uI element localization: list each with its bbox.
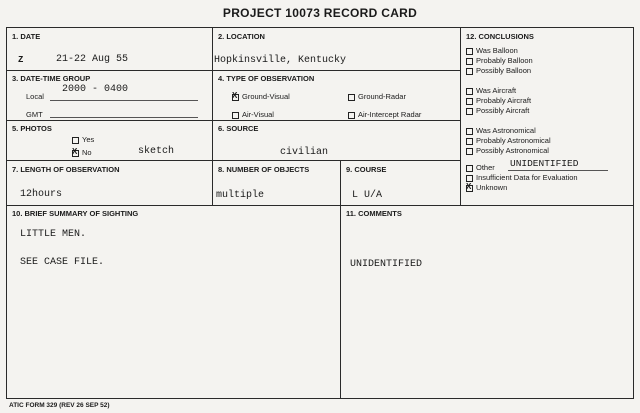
concl-probably-balloon-label: Probably Balloon xyxy=(476,56,533,65)
concl-was-balloon-label: Was Balloon xyxy=(476,46,518,55)
obs-ground-radar-option[interactable] xyxy=(348,92,406,101)
photos-no-checkbox[interactable] xyxy=(72,146,79,157)
dtg-local-label: Local xyxy=(26,92,44,101)
obs-ground-visual-option[interactable] xyxy=(232,92,290,101)
location-value: Hopkinsville, Kentucky xyxy=(214,55,347,66)
obs-ground-visual-check: X xyxy=(232,90,238,100)
concl-possibly-balloon-label: Possibly Balloon xyxy=(476,66,532,75)
concl-possibly-aircraft[interactable] xyxy=(466,106,529,115)
dtg-label: 3. DATE-TIME GROUP xyxy=(12,74,91,83)
form-title: PROJECT 10073 RECORD CARD xyxy=(222,6,418,20)
summary-label: 10. BRIEF SUMMARY OF SIGHTING xyxy=(12,209,139,218)
comments-label: 11. COMMENTS xyxy=(346,209,402,218)
photos-no-label: No xyxy=(82,148,92,157)
concl-insufficient-label: Insufficient Data for Evaluation xyxy=(476,173,578,182)
concl-was-astronomical-checkbox[interactable] xyxy=(466,128,473,135)
concl-probably-aircraft-label: Probably Aircraft xyxy=(476,96,532,105)
date-value: 21-22 Aug 55 xyxy=(56,54,129,65)
photos-note: sketch xyxy=(138,146,175,157)
concl-unknown-checkbox[interactable] xyxy=(466,181,473,192)
course-value: L U/A xyxy=(352,190,383,201)
photos-no-check: X xyxy=(72,146,78,156)
dtg-local-value: 2000 - 0400 xyxy=(62,84,129,95)
concl-probably-balloon-checkbox[interactable] xyxy=(466,58,473,65)
col-divider-2 xyxy=(460,27,461,205)
obs-air-visual-label: Air-Visual xyxy=(242,110,274,119)
frame-left xyxy=(6,27,7,399)
source-value: civilian xyxy=(280,147,329,158)
concl-possibly-aircraft-label: Possibly Aircraft xyxy=(476,106,530,115)
date-mark: Z xyxy=(18,55,24,65)
obs-ground-radar-checkbox[interactable] xyxy=(348,94,355,101)
concl-other[interactable] xyxy=(466,163,495,172)
concl-insufficient-checkbox[interactable] xyxy=(466,175,473,182)
location-label: 2. LOCATION xyxy=(218,32,265,41)
concl-was-balloon[interactable] xyxy=(466,46,518,55)
concl-other-checkbox[interactable] xyxy=(466,165,473,172)
length-label: 7. LENGTH OF OBSERVATION xyxy=(12,165,120,174)
concl-unknown[interactable] xyxy=(466,183,507,192)
obs-air-intercept-radar-label: Air-Intercept Radar xyxy=(358,110,422,119)
concl-possibly-balloon[interactable] xyxy=(466,66,531,75)
course-label: 9. COURSE xyxy=(346,165,387,174)
concl-was-astronomical[interactable] xyxy=(466,126,536,135)
concl-probably-balloon[interactable] xyxy=(466,56,533,65)
concl-probably-astronomical-label: Probably Astronomical xyxy=(476,136,551,145)
dtg-gmt-underline xyxy=(50,117,198,118)
source-label: 6. SOURCE xyxy=(218,124,259,133)
concl-possibly-balloon-checkbox[interactable] xyxy=(466,68,473,75)
objects-value: multiple xyxy=(216,190,265,201)
col-divider-3 xyxy=(340,160,341,398)
concl-possibly-astronomical[interactable] xyxy=(466,146,549,155)
photos-no-option[interactable] xyxy=(72,148,92,157)
frame-bottom xyxy=(6,398,634,399)
frame-right xyxy=(633,27,634,399)
dtg-gmt-label: GMT xyxy=(26,110,43,119)
concl-possibly-astronomical-label: Possibly Astronomical xyxy=(476,146,549,155)
col-divider-1 xyxy=(212,27,213,205)
obs-air-intercept-radar-option[interactable] xyxy=(348,110,421,119)
objects-label: 8. NUMBER OF OBJECTS xyxy=(218,165,310,174)
concl-other-value: UNIDENTIFIED xyxy=(510,158,579,169)
concl-unknown-label: Unknown xyxy=(476,183,508,192)
concl-was-aircraft[interactable] xyxy=(466,86,516,95)
form-number: ATIC FORM 329 (REV 26 SEP 52) xyxy=(9,402,110,409)
summary-line1: LITTLE MEN. xyxy=(20,229,87,240)
conclusions-label: 12. CONCLUSIONS xyxy=(466,32,534,41)
concl-insufficient[interactable] xyxy=(466,173,578,182)
observation-label: 4. TYPE OF OBSERVATION xyxy=(218,74,315,83)
concl-probably-astronomical-checkbox[interactable] xyxy=(466,138,473,145)
summary-line2: SEE CASE FILE. xyxy=(20,257,105,268)
obs-air-visual-checkbox[interactable] xyxy=(232,112,239,119)
concl-possibly-astronomical-checkbox[interactable] xyxy=(466,148,473,155)
obs-air-visual-option[interactable] xyxy=(232,110,274,119)
obs-air-intercept-radar-checkbox[interactable] xyxy=(348,112,355,119)
concl-other-label: Other xyxy=(476,163,495,172)
dtg-local-underline xyxy=(50,100,198,101)
concl-unknown-check: X xyxy=(466,181,472,191)
row-line-1 xyxy=(6,70,460,71)
obs-ground-visual-label: Ground-Visual xyxy=(242,92,290,101)
length-value: 12hours xyxy=(20,189,63,200)
comments-value: UNIDENTIFIED xyxy=(350,259,423,270)
concl-probably-aircraft[interactable] xyxy=(466,96,531,105)
concl-was-aircraft-label: Was Aircraft xyxy=(476,86,517,95)
concl-other-underline xyxy=(508,170,608,171)
concl-probably-astronomical[interactable] xyxy=(466,136,551,145)
concl-possibly-aircraft-checkbox[interactable] xyxy=(466,108,473,115)
concl-was-astronomical-label: Was Astronomical xyxy=(476,126,536,135)
obs-ground-radar-label: Ground-Radar xyxy=(358,92,406,101)
photos-yes-label: Yes xyxy=(82,135,95,144)
photos-yes-option[interactable] xyxy=(72,135,94,144)
concl-probably-aircraft-checkbox[interactable] xyxy=(466,98,473,105)
row-line-3 xyxy=(6,160,460,161)
obs-ground-visual-checkbox[interactable] xyxy=(232,90,239,101)
date-label: 1. DATE xyxy=(12,32,41,41)
concl-was-aircraft-checkbox[interactable] xyxy=(466,88,473,95)
frame-top xyxy=(6,27,634,28)
concl-was-balloon-checkbox[interactable] xyxy=(466,48,473,55)
photos-label: 5. PHOTOS xyxy=(12,124,52,133)
row-line-2 xyxy=(6,120,460,121)
row-line-4 xyxy=(6,205,634,206)
photos-yes-checkbox[interactable] xyxy=(72,137,79,144)
